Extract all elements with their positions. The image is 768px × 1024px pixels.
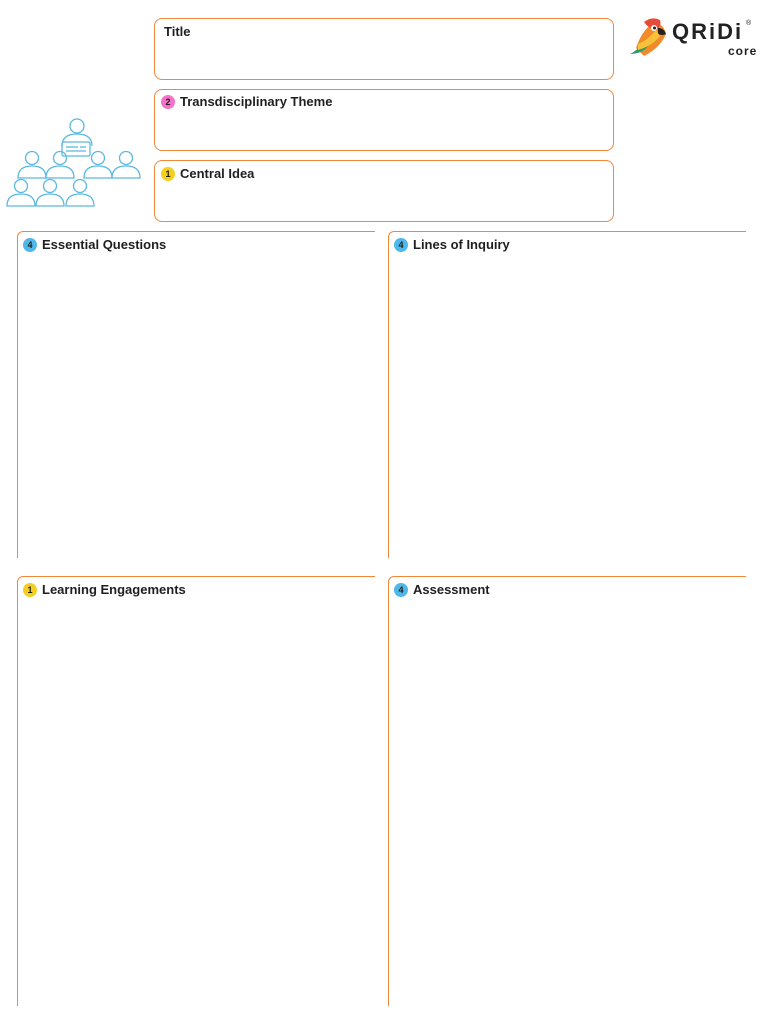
central-idea-box[interactable] <box>154 160 614 222</box>
learning-engagements-label: 1 Learning Engagements <box>23 582 186 597</box>
assessment-panel[interactable] <box>388 576 746 1006</box>
essential-questions-label: 4 Essential Questions <box>23 237 166 252</box>
title-box[interactable] <box>154 18 614 80</box>
logo-registered: ® <box>746 20 752 27</box>
learning-engagements-badge: 1 <box>23 583 37 597</box>
transdisciplinary-theme-label: 2 Transdisciplinary Theme <box>161 94 332 109</box>
qridi-core-logo <box>628 14 756 60</box>
learning-engagements-panel[interactable] <box>17 576 375 1006</box>
assessment-label: 4 Assessment <box>394 582 490 597</box>
logo-wordmark: QRiDi <box>672 19 744 44</box>
title-label: Title <box>164 24 191 39</box>
people-group-icon <box>4 116 144 210</box>
transdisciplinary-theme-box[interactable] <box>154 89 614 151</box>
lines-of-inquiry-label: 4 Lines of Inquiry <box>394 237 510 252</box>
central-idea-badge: 1 <box>161 167 175 181</box>
parrot-logo-icon <box>628 14 672 58</box>
essential-questions-panel[interactable] <box>17 231 375 558</box>
logo-subtitle: core <box>728 44 758 58</box>
essential-questions-badge: 4 <box>23 238 37 252</box>
assessment-badge: 4 <box>394 583 408 597</box>
theme-badge: 2 <box>161 95 175 109</box>
lines-of-inquiry-panel[interactable] <box>388 231 746 558</box>
lines-of-inquiry-badge: 4 <box>394 238 408 252</box>
central-idea-label: 1 Central Idea <box>161 166 254 181</box>
